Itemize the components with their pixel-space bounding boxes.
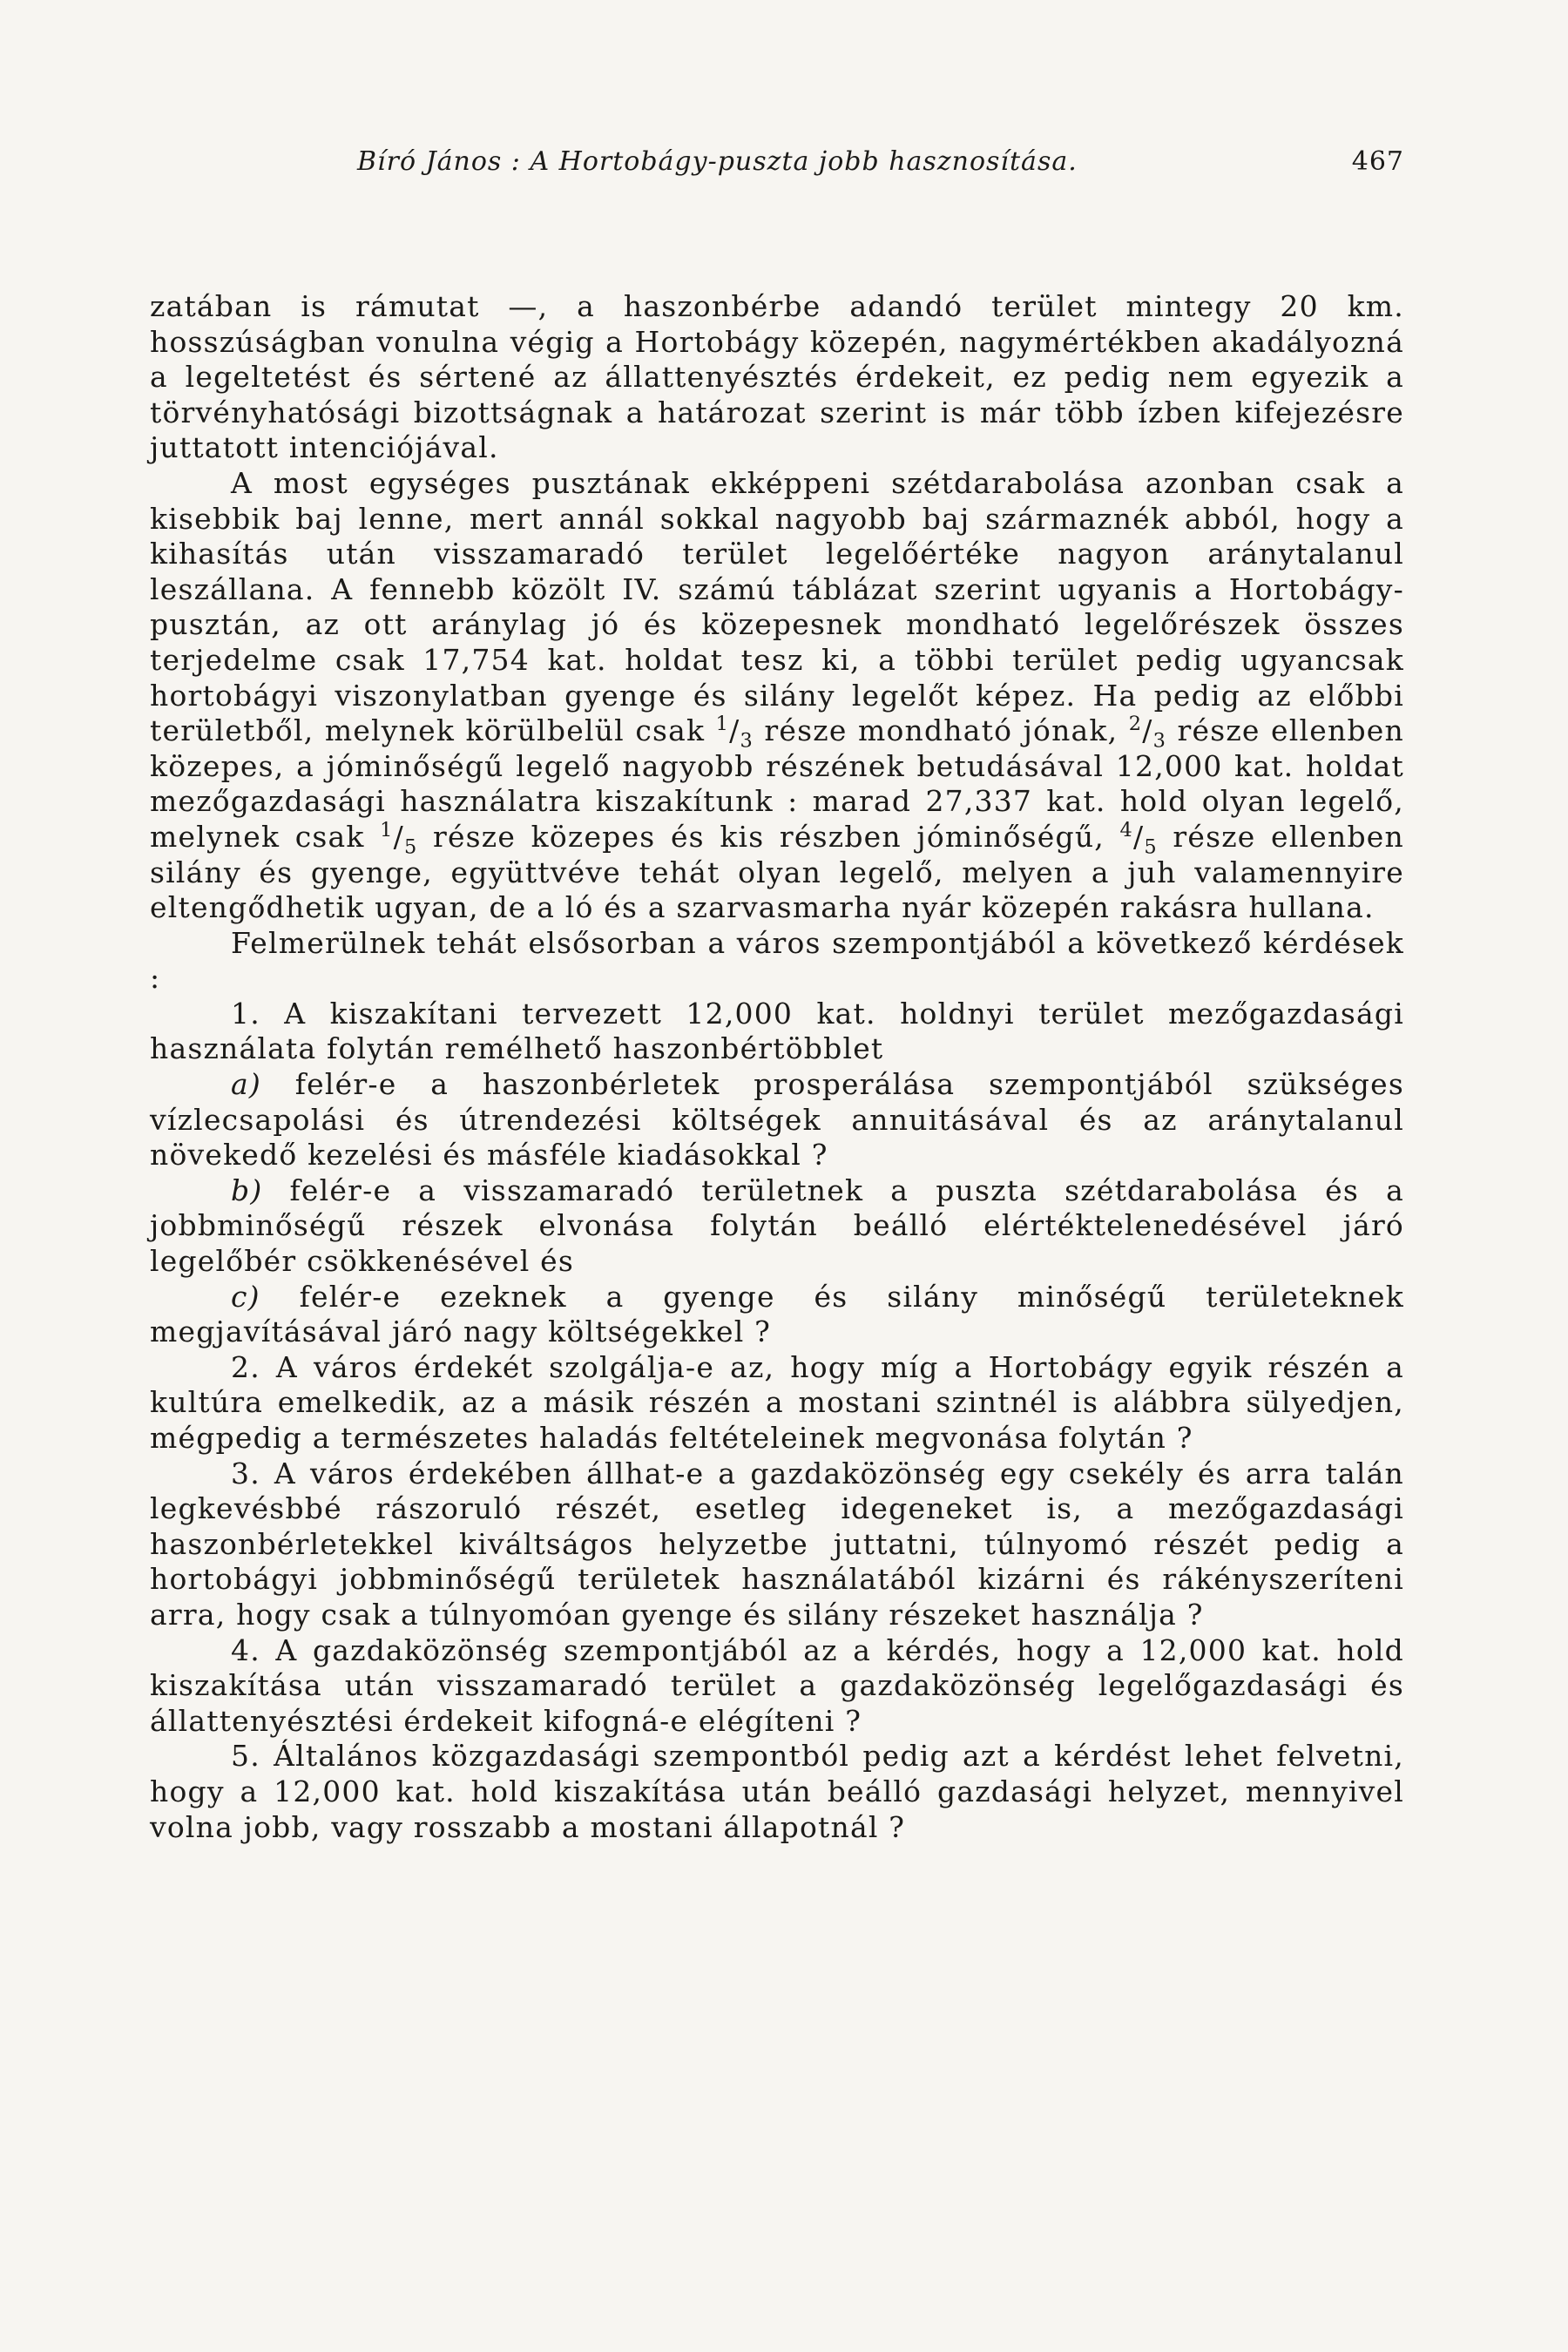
- page-number: 467: [1351, 146, 1404, 177]
- paragraph-2-text-c: része ellenben közepes, a jóminőségű legelő nagyobb részének betudásával 12,000 kat. holdat mezőgazdasági használatra kiszakítunk : marad 27,337 kat. hold olyan legelő, melynek csak: [150, 713, 1404, 854]
- running-head: [150, 139, 1404, 192]
- paragraph-2-text: A most egységes pusztának ekképpeni szétdarabolása azonban csak a kisebbik baj lenne, mert annál sokkal nagyobb baj származnék abból, hogy a kihasítás után visszamaradó terület legelőértéke nagyon aránytalanul leszállana. A fennebb közölt IV. számú táblázat szerint ugyanis a Hortobágy-pusztán, az ott aránylag jó és közepesnek mondható legelőrészek összes terjedelme csak 17,754 kat. holdat tesz ki, a többi terület pedig ugyancsak hortobágyi viszonylatban gyenge és silány legelőt képez. Ha pedig az előbbi területből, melynek körülbelül csak: [150, 465, 1404, 748]
- question-5: 5. Általános közgazdasági szempontból pedig azt a kérdést lehet felvetni, hogy a 12,000 kat. hold kiszakítása után beálló gazdasági helyzet, mennyivel volna jobb, vagy rosszabb a mostani állapotnál ?: [150, 1739, 1404, 1844]
- question-1: 1. A kiszakítani tervezett 12,000 kat. holdnyi terület mezőgazdasági használata folytán remélhető haszonbértöbblet: [150, 996, 1404, 1066]
- paragraph-3: Felmerülnek tehát elsősorban a város szempontjából a következő kérdések :: [150, 925, 1404, 996]
- paragraph-2-text-b: része mondható jónak,: [764, 713, 1119, 748]
- fraction-four-fifths: $^4/_5$: [1119, 818, 1158, 859]
- body-text: [150, 289, 1404, 1845]
- paragraph-2-text-e: része ellenben silány és gyenge, együttvéve tehát olyan legelő, melyen a juh valamennyire eltengődhetik ugyan, de a ló és a szarvasmarha nyár közepén rakásra hullana.: [150, 819, 1404, 925]
- fraction-two-thirds: $^2/_3$: [1128, 713, 1167, 753]
- question-2: 2. A város érdekét szolgálja-e az, hogy míg a Hortobágy egyik részén a kultúra emelkedik, az a másik részén a mostani szintnél is alábbra sülyedjen, mégpedig a természetes haladás feltételeinek megvonása folytán ?: [150, 1349, 1404, 1455]
- question-3: 3. A város érdekében állhat-e a gazdaközönség egy csekély és arra talán legkevésbbé rászoruló részét, esetleg idegeneket is, a mezőgazdasági haszonbérletekkel kiváltságos helyzetbe juttatni, túlnyomó részét pedig a hortobágyi jobbminőségű területek használatából kizárni és rákényszeríteni arra, hogy csak a túlnyomóan gyenge és silány részeket használja ?: [150, 1456, 1404, 1632]
- item-label-a: a): [231, 1067, 261, 1102]
- item-label-c: c): [231, 1279, 260, 1314]
- paragraph-1: zatában is rámutat —, a haszonbérbe adandó terület mintegy 20 km. hosszúságban vonulna végig a Hortobágy közepén, nagymértékben akadályozná a legeltetést és sértené az állattenyésztés érdekeit, ez pedig nem egyezik a törvényhatósági bizottságnak a határozat szerint is már több ízben kifejezésre juttatott intenciójával.: [150, 289, 1404, 465]
- question-1a: a) felér-e a haszonbérletek prosperálása szempontjából szükséges vízlecsapolási és útrendezési költségek annuitásával és az aránytalanul növekedő kezelési és másféle kiadásokkal ?: [150, 1067, 1404, 1173]
- question-1c: c) felér-e ezeknek a gyenge és silány minőségű területeknek megjavításával járó nagy költségekkel ?: [150, 1279, 1404, 1349]
- running-head-title: Bíró János : A Hortobágy-puszta jobb hasznosítása.: [357, 146, 1078, 177]
- paragraph-2: [150, 466, 1404, 926]
- item-label-b: b): [231, 1173, 263, 1207]
- fraction-one-third: $^1/_3$: [715, 713, 754, 753]
- question-4: 4. A gazdaközönség szempontjából az a kérdés, hogy a 12,000 kat. hold kiszakítása után visszamaradó terület a gazdaközönség legelőgazdasági és állattenyésztési érdekeit kifogná-e elégíteni ?: [150, 1632, 1404, 1738]
- page: [150, 139, 1404, 1845]
- question-1b: b) felér-e a visszamaradó területnek a puszta szétdarabolása és a jobbminőségű részek elvonása folytán beálló elértéktelenedésével járó legelőbér csökkenésével és: [150, 1173, 1405, 1279]
- fraction-one-fifth: $^1/_5$: [380, 818, 418, 859]
- paragraph-2-text-d: része közepes és kis részben jóminőségű,: [432, 819, 1105, 854]
